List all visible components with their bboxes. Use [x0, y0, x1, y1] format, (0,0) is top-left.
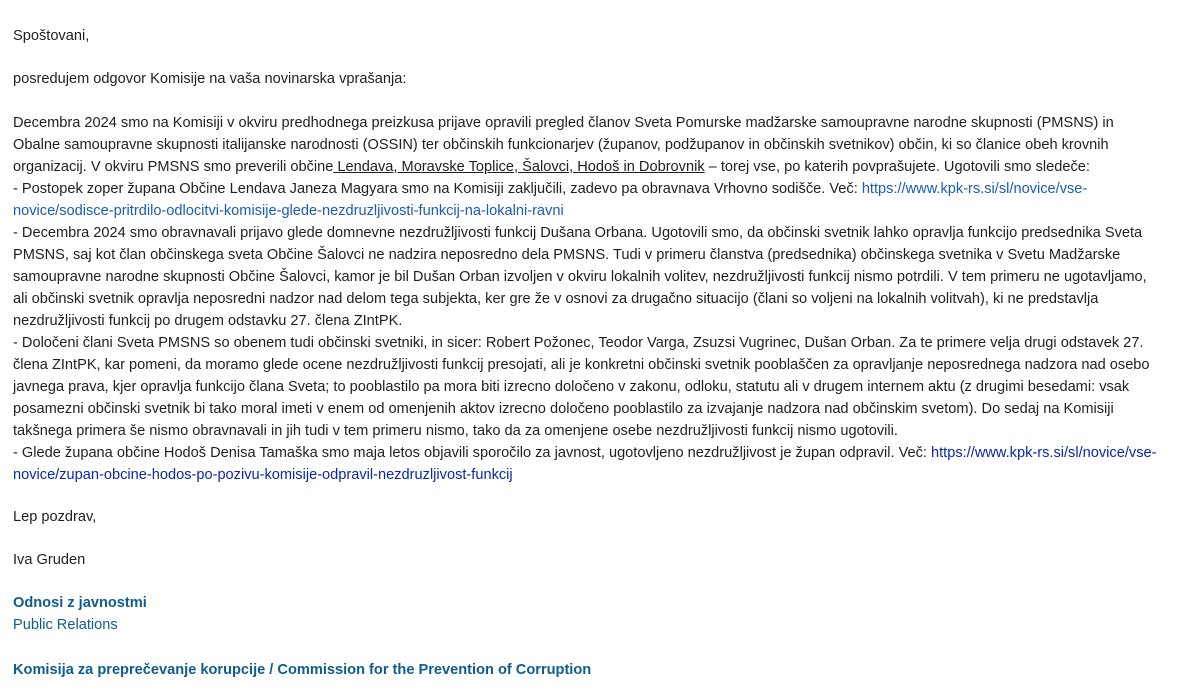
main-paragraph: [13, 112, 1163, 486]
sender-name: Iva Gruden: [13, 552, 86, 568]
paragraph-text: Decembra 2024 smo na Komisiji v okviru predhodnega preizkusa prijave opravili pregled članov Sveta Pomurske madžarske samoupravne narodne skupnosti (PMSNS) in Obalne samoupravne skupnosti italijanske narodnosti (OSSIN) ter občinskih funkcionarjev (županov, podžupanov in občinskih svetnikov) občin, ki so članice obeh krovnih organizacij. V okviru PMSNS smo preverili občine: [13, 115, 1114, 175]
link-lendava-news[interactable]: https://www.kpk-rs.si/sl/novice/vse-novice/sodisce-pritrdilo-odlocitvi-komisije-glede-nezdruzljivosti-funkcij-na-lokalni-ravni: [13, 181, 1088, 219]
list-item-hodos: - Glede župana občine Hodoš Denisa Tamaška smo maja letos objavili sporočilo za javnost, ugotovljeno nezdružljivost je župan odpravil. Več:: [13, 445, 932, 461]
list-item-council-members: - Določeni člani Sveta PMSNS so obenem tudi občinski svetniki, in sicer: Robert Požonec, Teodor Varga, Zsuzsi Vugrinec, Dušan Orban. Za te primere velja drugi odstavek 27. člena ZIntPK, kar pomeni, da moramo glede ocene nezdružljivosti funkcij presojati, ali je konkretni občinski svetnik pooblaščen za opravljanje neposrednega nadzora nad osebo javnega prava, kjer opravlja funkcijo člana Sveta; to pooblastilo pa mora biti izrecno določeno v zakonu, odloku, statutu ali v drugem internem aktu (z drugimi besedami: vsak posamezni občinski svetnik bi tako moral imeti v enem od omenjenih aktov izrecno določeno pooblastilo za izvajanje nadzora nad občinskim svetom). Do sedaj na Komisiji takšnega primera še nismo obravnavali in jih tudi v tem primeru nismo, tako da za omenjene osebe nezdružljivosti funkcij nismo ugotovili.: [13, 335, 1150, 439]
greeting: Spoštovani,: [13, 28, 90, 44]
signature-department: Odnosi z javnostmi: [13, 595, 147, 611]
list-item-orban: - Decembra 2024 smo obravnavali prijavo glede domnevne nezdružljivosti funkcij Dušana Orbana. Ugotovili smo, da občinski svetnik lahko opravlja funkcijo predsednika Sveta PMSNS, saj kot član občinskega sveta Občine Šalovci ne nadzira neposredno dela PMSNS. Tudi v primeru članstva (predsednika) občinskega svetnika v Svetu Madžarske samoupravne narodne skupnosti Občine Šalovci, kamor je bil Dušan Orban izvoljen v okviru lokalnih volitev, nezdružljivosti funkcij nismo potrdili. V tem primeru ne ugotavljamo, ali občinski svetnik opravlja neposredni nadzor nad delom tega subjekta, ker gre že v osnovi za drugačno situacijo (člani so voljeni na lokalnih volitvah), ki ne predstavlja nezdružljivosti funkcij po drugem odstavku 27. člena ZIntPK.: [13, 225, 1147, 329]
list-item-lendava: - Postopek zoper župana Občine Lendava Janeza Magyara smo na Komisiji zaključili, zadevo pa obravnava Vrhovno sodišče. Več:: [13, 181, 862, 197]
closing: Lep pozdrav,: [13, 509, 97, 525]
municipalities-list: Lendava, Moravske Toplice, Šalovci, Hodoš in Dobrovnik: [333, 159, 705, 175]
signature-department-en: Public Relations: [13, 617, 118, 633]
signature-organization: Komisija za preprečevanje korupcije / Commission for the Prevention of Corruption: [13, 662, 592, 678]
intro-line: posredujem odgovor Komisije na vaša novinarska vprašanja:: [13, 71, 407, 87]
paragraph-text-end: – torej vse, po katerih povprašujete. Ugotovili smo sledeče:: [704, 159, 1090, 175]
link-hodos-news[interactable]: https://www.kpk-rs.si/sl/novice/vse-novice/zupan-obcine-hodos-po-pozivu-komisije-odpravil-nezdruzljivost-funkcij: [13, 445, 1157, 483]
